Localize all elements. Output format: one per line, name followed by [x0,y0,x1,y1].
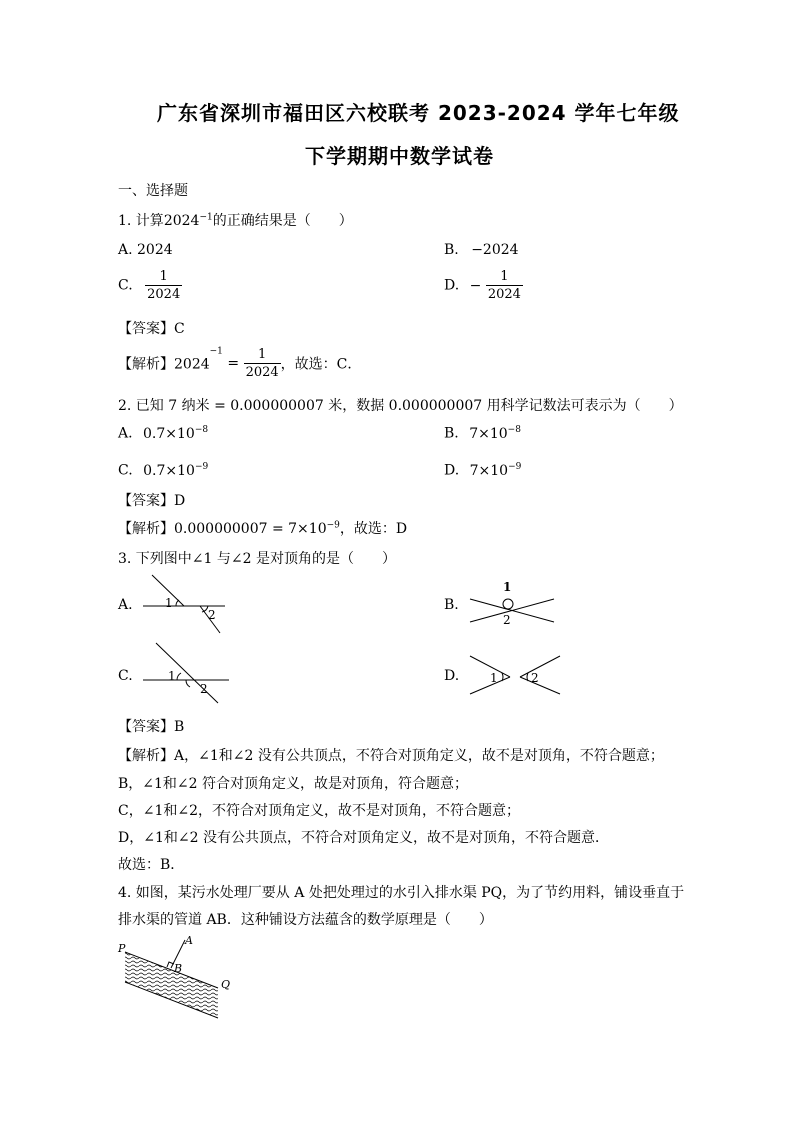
question-3-conclusion: 故选：B． [118,857,185,873]
option-label: A. [118,425,133,442]
angle-label-1: 1 [490,671,498,685]
question-2-answer: 【答案】D [118,493,186,509]
document-title-line2: 下学期期中数学试卷 [305,144,494,168]
angle-label-1: 1 [503,580,512,594]
label-q: Q [221,978,231,991]
angle-label-1: 1 [165,596,173,610]
question-3-stem: 3. 下列图中∠1 与∠2 是对顶角的是（ ） [118,551,396,567]
question-1-suffix: 的正确结果是（ ） [212,213,353,229]
angle-label-2: 2 [531,671,539,685]
question-3-explanation-2: B，∠1和∠2 符合对顶角定义，故是对顶角，符合题意； [118,776,469,792]
question-3-answer: 【答案】B [118,719,185,735]
question-3-explanation-4: D，∠1和∠2 没有公共顶点，不符合对顶角定义，故不是对顶角，不符合题意． [118,830,609,846]
explanation-fraction [244,346,281,381]
question-2-option-d [444,462,521,479]
angle-label-2: 2 [200,682,208,696]
question-3-option-c-label: C. [118,668,133,684]
question-3-explanation-3: C，∠1和∠2，不符合对顶角定义，故不是对顶角，不符合题意； [118,803,520,819]
question-1-option-a [118,242,173,258]
figure-option-a [140,575,240,635]
option-fraction [145,268,182,303]
option-exponent: −8 [507,425,521,435]
question-2-stem: 2. 已知 7 纳米 = 0.000000007 米，数据 0.000000007 用科学记数法可表示为（ ） [118,398,683,414]
option-sign: − [469,277,482,294]
option-value: 0.7×10 [143,425,195,442]
option-label: C. [118,277,133,294]
option-label: D. [444,462,460,479]
question-2-option-a [118,425,208,442]
option-value: 7×10 [469,462,509,479]
fraction-numerator: 1 [159,269,168,284]
figure-drainage-channel [115,932,240,1022]
question-2-option-b [444,425,521,442]
option-value: 2024 [137,242,173,258]
option-label: B. [444,242,459,258]
option-label: D. [444,277,460,294]
angle-label-1: 1 [168,669,176,683]
question-3-option-a-label: A. [118,597,133,613]
fraction-numerator: 1 [500,269,509,284]
option-value: 0.7×10 [143,462,195,479]
fraction-numerator: 1 [257,347,267,362]
option-exponent: −9 [194,462,209,472]
label-p: P [118,942,126,955]
question-3-option-d-label: D. [444,668,460,684]
explanation-prefix: 【解析】2024 [118,356,210,373]
angle-label-2: 2 [503,613,511,627]
figure-option-d [468,654,564,696]
question-1-answer: 【答案】C [118,321,185,337]
fraction-denominator: 2024 [487,287,521,302]
option-exponent: −9 [508,462,522,472]
fraction-denominator: 2024 [245,365,279,380]
question-2-option-c [118,462,208,479]
question-1-option-c [118,268,182,303]
explanation-suffix: ，故选：D [339,521,408,537]
figure-option-c [140,643,240,705]
question-1-option-b [444,242,519,258]
option-value: −2024 [471,242,519,258]
question-1-option-d [444,268,523,303]
fraction-denominator: 2024 [147,287,181,302]
question-2-explanation [118,518,407,538]
explanation-prefix: 【解析】0.000000007 = 7×10 [118,521,327,537]
figure-option-b [468,578,558,630]
option-exponent: −8 [194,425,209,435]
question-4-stem-line1: 4. 如图，某污水处理厂要从 A 处把处理过的水引入排水渠 PQ，为了节约用料，铺设垂直于 [118,885,685,901]
explanation-exponent: −9 [326,520,340,531]
explanation-exponent: −1 [209,346,223,357]
option-label: C. [118,462,133,479]
question-3-explanation-1: 【解析】A，∠1和∠2 没有公共顶点，不符合对顶角定义，故不是对顶角，不符合题意； [118,748,664,764]
section-heading: 一、选择题 [118,183,188,199]
question-1-explanation [118,346,361,381]
option-value: 7×10 [469,425,508,442]
angle-label-2: 2 [208,608,216,622]
option-fraction [486,268,523,303]
explanation-suffix: ，故选：C． [280,356,362,373]
explanation-equals: = [222,355,244,372]
option-label: B. [444,425,459,442]
label-b: B [174,962,183,975]
document-title-line1: 广东省深圳市福田区六校联考 2023-2024 学年七年级 [157,101,680,125]
question-3-option-b-label: B. [444,597,459,613]
question-1-base: 2024 [163,213,200,229]
question-4-stem-line2: 排水渠的管道 AB．这种铺设方法蕴含的数学原理是（ ） [118,912,493,928]
question-1-exponent: −1 [199,212,213,223]
question-1-prefix: 1. 计算 [118,213,164,229]
label-a: A [185,934,193,947]
option-label: A. [118,242,133,258]
question-1-stem [118,210,353,230]
